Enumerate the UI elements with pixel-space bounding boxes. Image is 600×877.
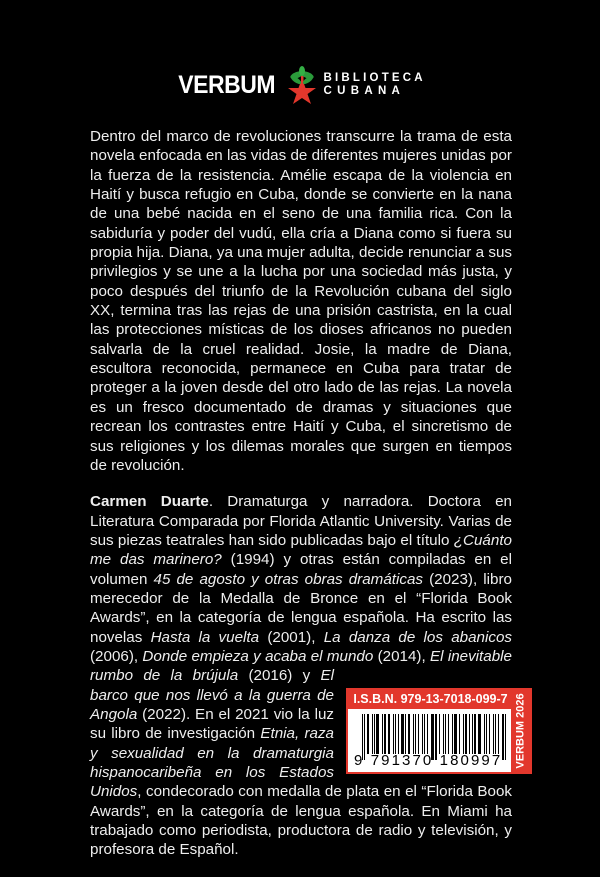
bio-text: (2022). En el 2021 vio la luz su libro de investigación (90, 705, 334, 743)
barcode-bar (413, 714, 414, 754)
barcode-bar (367, 714, 369, 754)
author-name: Carmen Duarte (90, 493, 209, 511)
barcode-bar (452, 714, 453, 754)
work-title: El barco que nos llevó a la guerra de Angola (90, 667, 334, 723)
bio-text: (2014), (373, 647, 431, 665)
barcode-bar (463, 714, 464, 754)
barcode-bar (505, 714, 506, 760)
barcode-bar (448, 714, 449, 754)
barcode-bar (408, 714, 410, 754)
back-cover-text (90, 127, 526, 877)
bio-text: , condecorado con medalla de plata en el “Florida Book Awards”, en la categoría de lengua española. En Miami ha trabajado como periodista, productora de radio y televisión, y profesora de Español. (90, 783, 512, 859)
bio-text: (2006), (90, 647, 143, 665)
work-title: Hasta la vuelta (150, 628, 260, 646)
barcode-bar (418, 714, 420, 754)
barcode-bar (376, 714, 379, 754)
barcode-bar (384, 714, 386, 754)
collection-line-2: CUBANA (323, 85, 406, 97)
work-title: ¿Cuánto me das marinero? (90, 531, 512, 569)
barcode-bar (415, 714, 416, 754)
barcode-bar (459, 714, 460, 754)
bio-text: (2023), libro merecedor de la Medalla de Bronce en el “Florida Book Awards”, en la categoría de lengua española. Ha escrito las novelas (90, 570, 512, 646)
publisher-logo (0, 66, 600, 104)
palm-star-icon (286, 66, 318, 104)
barcode-bar (502, 714, 504, 760)
work-title: Etnia, raza y sexualidad en la dramaturgia hispanocaribeña en los Estados Unidos (90, 725, 334, 801)
barcode-bar (427, 714, 428, 754)
barcode-bar (388, 714, 390, 754)
publisher-name: VERBUM (178, 70, 276, 99)
isbn-label: I.S.B.N. 979-13-7018-099-7 (348, 690, 513, 709)
collection-line-1: BIBLIOTECA (323, 72, 426, 84)
barcode-bar (424, 714, 425, 754)
publisher-year-label: VERBUM 2026 (513, 693, 526, 769)
collection-name (324, 72, 426, 98)
barcode-bar (474, 714, 476, 754)
barcode-bar (469, 714, 470, 754)
work-title: Donde empieza y acaba el mundo (142, 647, 374, 665)
barcode-bar (382, 714, 383, 754)
barcode-bar (393, 714, 394, 754)
barcode-bar (478, 714, 481, 754)
barcode-bar (401, 714, 404, 754)
bio-text: (2016) y (238, 667, 321, 685)
barcode-bar (443, 714, 444, 754)
barcode-bar (422, 714, 423, 754)
barcode-bar (372, 714, 373, 754)
isbn-barcode-box (346, 688, 532, 774)
barcode-bar (495, 714, 496, 754)
barcode-bar (484, 714, 485, 754)
barcode-bar (405, 714, 406, 754)
barcode-bar (493, 714, 494, 754)
barcode-bar (465, 714, 467, 754)
barcode-bar (498, 714, 499, 754)
barcode-bar (486, 714, 487, 754)
bio-text: (1994) y otras están compiladas en el volumen (90, 551, 513, 588)
barcode-bar (445, 714, 447, 754)
work-title: El inevitable rumbo de la brújula (90, 647, 512, 685)
barcode-bar (398, 714, 399, 754)
work-title: La danza de los abanicos (323, 628, 512, 646)
bio-text: (2001), (259, 628, 324, 646)
barcode-bar (395, 714, 396, 754)
bio-text: . Dramaturga y narradora. Doctora en Literatura Comparada por Florida Atlantic University. Varias de sus piezas teatrales han sido publicadas bajo el título (90, 493, 512, 549)
synopsis-paragraph: Dentro del marco de revoluciones transcurre la trama de esta novela enfocada en las vidas de diferentes mujeres unidas por la fuerza de la resistencia. Amélie escapa de la violencia en Haití y busca refugio en Cuba, donde se convierte en la nana de una bebé nacida en el seno de una familia rica. Con la sabiduría y poder del vudú, ella cría a Diana como si fuera su propia hija. Diana, ya una mujer adulta, decide renunciar a sus privilegios y se une a la lucha por una sociedad más justa, y poco después del triunfo de la Revolución cubana del siglo XX, termina tras las rejas de una prisión castrista, en la cual las protecciones místicas de los dioses africanos no pueden salvarla de la cruel realidad. Josie, la madre de Diana, escultora reconocida, permanece en Cuba para tratar de proteger a la joven desde del otro lado de las rejas. La novela es un fresco documentado de dramas y situaciones que recrean los contrastes entre Haití y Cuba, el sincretismo de sus religiones y los dilemas morales que surgen en tiempos de revolución. (90, 128, 512, 474)
barcode-bar (439, 714, 440, 754)
work-title: 45 de agosto y otras obras dramáticas (153, 570, 423, 588)
barcode-bar (489, 714, 491, 754)
barcode-bar (454, 714, 457, 754)
barcode-number: 9 791370 180997 (354, 751, 503, 769)
barcode-bar (374, 714, 375, 754)
publisher-year-strip (511, 690, 530, 772)
author-bio-paragraph (90, 492, 526, 860)
barcode-bar (472, 714, 473, 754)
